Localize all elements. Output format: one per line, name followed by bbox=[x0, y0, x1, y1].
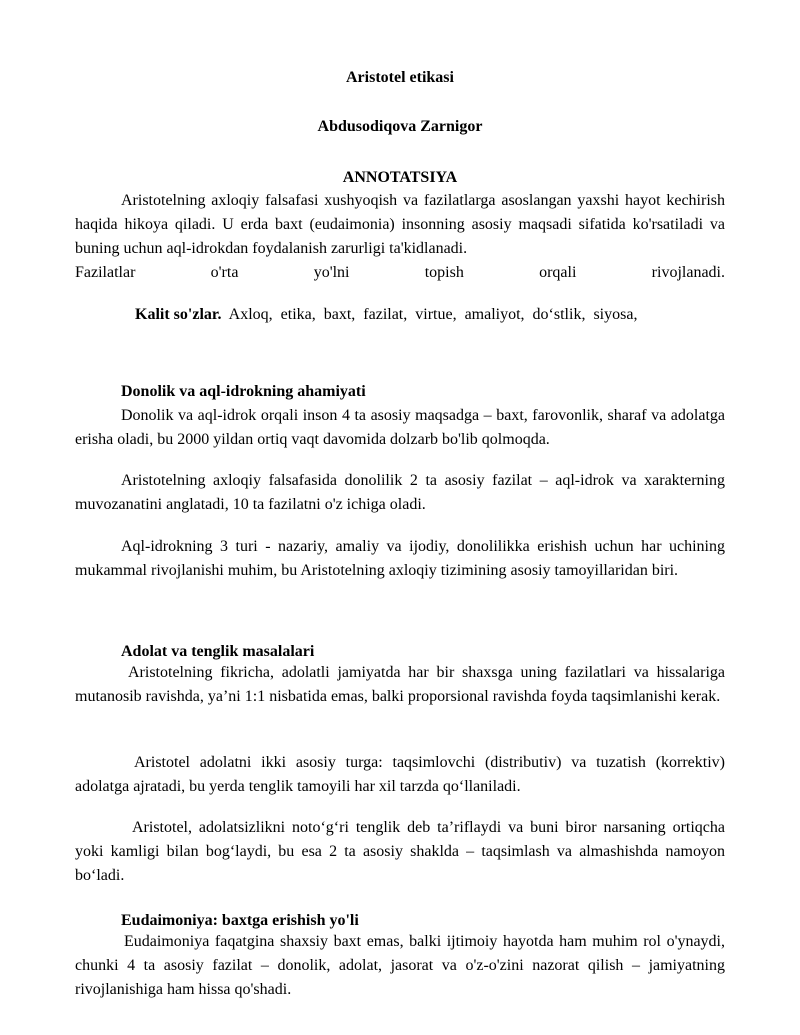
section-paragraph: Aristotelning fikricha, adolatli jamiyatda har bir shaxsga uning fazilatlari va hissalariga mutanosib ravishda, ya’ni 1:1 nisbatida emas, balki proporsional ravishda foyda taqsimlanishi kerak. bbox=[75, 664, 725, 705]
section-paragraph: Aql-idrokning 3 turi - nazariy, amaliy va ijodiy, donolilikka erishish uchun har uchining mukammal rivojlanishi muhim, bu Aristotelning axloqiy tizimining asosiy tamoyillaridan biri. bbox=[75, 538, 725, 579]
document-title: Aristotel etikasi bbox=[346, 69, 454, 86]
section-paragraph: Aristotel adolatni ikki asosiy turga: taqsimlovchi (distributiv) va tuzatish (korrektiv) adolatga ajratadi, bu yerda tenglik tamoyili har xil tarzda qo‘llaniladi. bbox=[75, 754, 725, 795]
keywords-label: Kalit so'zlar. bbox=[135, 306, 222, 323]
section-paragraph: Eudaimoniya faqatgina shaxsiy baxt emas, balki ijtimoiy hayotda ham muhim rol o'ynaydi, chunki 4 ta asosiy fazilat – donolik, adolat, jasorat va o'z-o'zini nazorat qilish – jamiyatning rivojlanishiga ham hissa qo'shadi. bbox=[75, 933, 725, 998]
section-paragraph: Donolik va aql-idrok orqali inson 4 ta asosiy maqsadga – baxt, farovonlik, sharaf va adolatga erisha oladi, bu 2000 yildan ortiq vaqt davomida dolzarb bo'lib qolmoqda. bbox=[75, 407, 725, 448]
abstract-heading: ANNOTATSIYA bbox=[342, 169, 458, 186]
author-name: Abdusodiqova Zarnigor bbox=[317, 118, 483, 135]
abstract-paragraph: Aristotelning axloqiy falsafasi xushyoqish va fazilatlarga asoslangan yaxshi hayot kechirish haqida hikoya qiladi. U erda baxt (eudaimonia) insonning asosiy maqsadi sifatida ko'rsatiladi va buning uchun aql-idrokdan foydalanish zarurligi ta'kidlanadi. bbox=[75, 192, 725, 257]
abstract-paragraph-end: Fazilatlar o'rta yo'lni topish orqali rivojlanadi. bbox=[75, 264, 725, 281]
section-paragraph: Aristotel, adolatsizlikni noto‘g‘ri tenglik deb ta’riflaydi va buni biror narsaning ortiqcha yoki kamligi bilan bog‘laydi, bu esa 2 ta asosiy shaklda – taqsimlash va almashishda namoyon bo‘ladi. bbox=[75, 819, 725, 884]
section-paragraph: Aristotelning axloqiy falsafasida donolilik 2 ta asosiy fazilat – aql-idrok va xarakterning muvozanatini anglatadi, 10 ta fazilatni o'z ichiga oladi. bbox=[75, 472, 725, 513]
keywords-line bbox=[135, 303, 725, 327]
keywords-list: Axloq, etika, baxt, fazilat, virtue, amaliyot, do‘stlik, siyosa, bbox=[228, 306, 638, 323]
section-heading: Adolat va tenglik masalalari bbox=[121, 643, 315, 660]
section-heading: Donolik va aql-idrokning ahamiyati bbox=[121, 383, 366, 400]
section-heading: Eudaimoniya: baxtga erishish yo'li bbox=[121, 912, 359, 929]
